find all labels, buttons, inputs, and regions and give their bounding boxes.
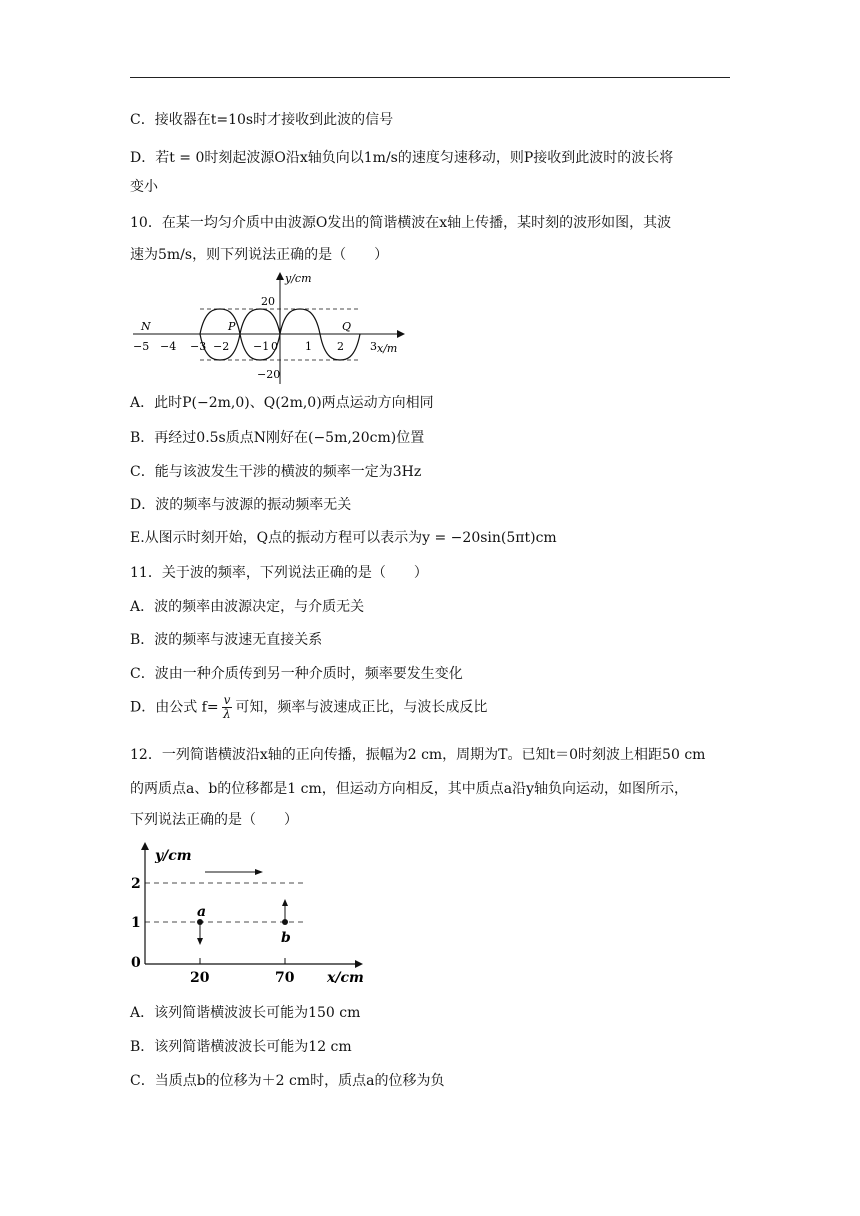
q12-y-axis-arrow xyxy=(141,842,149,850)
q10-tick-minus4: −4 xyxy=(160,340,177,353)
q10-point-n-label: N xyxy=(141,320,151,333)
q12-y-axis-label: y/cm xyxy=(155,848,192,864)
q10-tick-1: 1 xyxy=(305,340,312,353)
q12-x-tick-label-70: 70 xyxy=(275,970,295,986)
q11-option-a: A．波的频率由波源决定，与介质无关 xyxy=(130,599,365,615)
q12-option-c: C．当质点b的位移为＋2 cm时，质点a的位移为负 xyxy=(130,1073,445,1089)
q12-wave-figure xyxy=(125,840,375,990)
q10-tick-minus2: −2 xyxy=(213,340,230,353)
q12-x-tick-label-20: 20 xyxy=(190,970,210,986)
q11-option-c: C．波由一种介质传到另一种介质时，频率要发生变化 xyxy=(130,666,463,682)
q10-point-q-label: Q xyxy=(342,320,352,333)
q10-tick-minus5: −5 xyxy=(133,340,150,353)
q11-option-d xyxy=(130,694,487,721)
q11-formula-fraction xyxy=(222,694,233,721)
q10-tick-3: 3 xyxy=(370,340,377,353)
q12-point-a-velocity-head xyxy=(197,938,203,945)
q9-option-c: C．接收器在t=10s时才接收到此波的信号 xyxy=(130,112,394,128)
q12-y-tick-1: 1 xyxy=(131,915,141,931)
q12-stem-line2: 的两质点a、b的位移都是1 cm，但运动方向相反，其中质点a沿y轴负向运动，如图所示， xyxy=(130,781,689,797)
q10-stem-line1: 10．在某一均匀介质中由波源O发出的简谐横波在x轴上传播，某时刻的波形如图，其波 xyxy=(130,215,672,231)
q12-y-tick-0: 0 xyxy=(131,955,141,971)
q12-stem-line1: 12．一列简谐横波沿x轴的正向传播，振幅为2 cm，周期为T。已知t＝0时刻波上相距50 cm xyxy=(130,747,706,763)
q10-option-c: C．能与该波发生干涉的横波的频率一定为3Hz xyxy=(130,464,422,480)
q10-x-axis-arrow xyxy=(397,330,405,338)
q11-option-d-suffix: 可知，频率与波速成正比，与波长成反比 xyxy=(235,699,488,716)
q12-stem-line3: 下列说法正确的是（ ） xyxy=(130,812,298,828)
q10-option-e: E.从图示时刻开始，Q点的振动方程可以表示为y = −20sin(5πt)cm xyxy=(130,530,557,546)
q10-option-d: D．波的频率与波源的振动频率无关 xyxy=(130,497,352,513)
q10-amp-bottom-label: −20 xyxy=(257,368,281,381)
q12-y-tick-2: 2 xyxy=(131,876,141,892)
q11-formula-denominator: λ xyxy=(223,707,231,721)
q9-option-d-line1: D．若t = 0时刻起波源O沿x轴负向以1m/s的速度匀速移动，则P接收到此波时的波长将 xyxy=(130,150,674,166)
q11-option-d-prefix: D．由公式 f= xyxy=(130,699,219,716)
header-rule xyxy=(130,77,730,78)
q12-point-b-velocity-head xyxy=(282,899,288,906)
q10-tick-zero: 0 xyxy=(271,340,278,353)
q10-y-axis-arrow xyxy=(276,272,284,280)
q12-point-a-label: a xyxy=(197,904,207,920)
q10-option-a: A．此时P(−2m,0)、Q(2m,0)两点运动方向相同 xyxy=(130,395,434,411)
q11-option-b: B．波的频率与波速无直接关系 xyxy=(130,632,323,648)
q12-direction-arrowhead xyxy=(255,869,263,875)
q10-tick-2: 2 xyxy=(337,340,344,353)
q12-option-b: B．该列简谐横波波长可能为12 cm xyxy=(130,1039,352,1055)
q10-x-axis-label: x/m xyxy=(377,342,398,355)
q10-tick-minus3: −3 xyxy=(190,340,207,353)
q10-wave-figure xyxy=(125,268,415,388)
q11-stem: 11．关于波的频率，下列说法正确的是（ ） xyxy=(130,565,428,581)
q10-point-p-label: P xyxy=(228,320,236,333)
q10-tick-minus1: −1 xyxy=(253,340,270,353)
q9-option-d-line2: 变小 xyxy=(130,179,158,195)
q12-point-b-label: b xyxy=(281,930,291,946)
q10-option-b: B．再经过0.5s质点N刚好在(−5m,20cm)位置 xyxy=(130,430,425,446)
q10-amp-top-label: 20 xyxy=(261,295,275,308)
q12-x-axis-label: x/cm xyxy=(327,970,364,986)
q11-formula-numerator: v xyxy=(223,693,231,707)
q12-x-axis-arrow xyxy=(355,960,363,968)
q10-y-axis-label: y/cm xyxy=(285,272,312,285)
q10-stem-line2: 速为5m/s，则下列说法正确的是（ ） xyxy=(130,247,389,263)
q12-option-a: A．该列简谐横波波长可能为150 cm xyxy=(130,1005,361,1021)
